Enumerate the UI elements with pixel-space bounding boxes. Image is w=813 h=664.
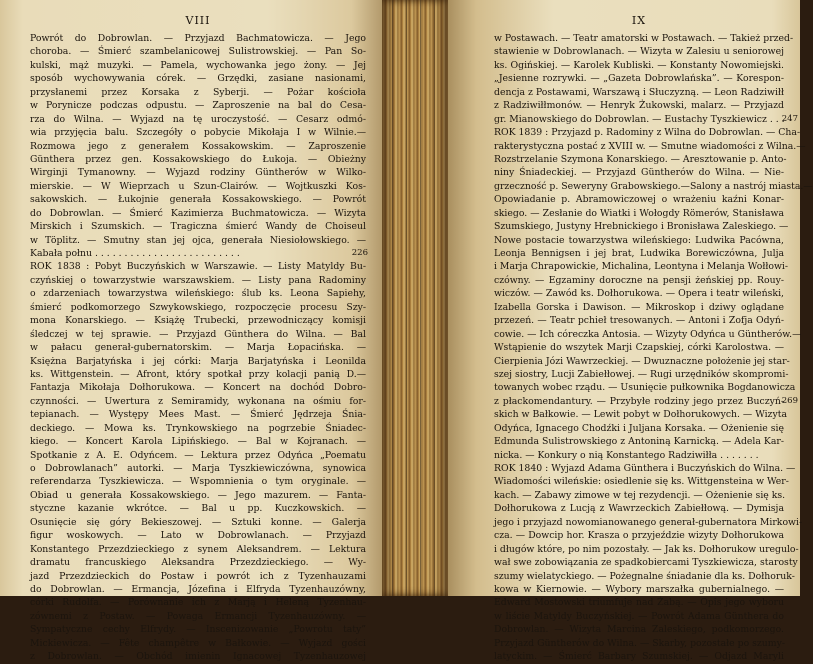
left-text-line: z Dobrowlan. — Obchód imienin Ignacowej Tyzenhauzowej xyxy=(30,651,366,663)
right-text-line: skich w Bałkowie. — Lewit pobyt w Dołhorukowych. — Wizyta xyxy=(494,409,787,421)
right-text-line: czówny. — Egzaminy doroczne na pensji żeńskiej pp. Rouy- xyxy=(494,274,784,286)
left-text-line: rza do Wilna. — Wyjazd na tę uroczystość. — Cesarz odmó- xyxy=(30,113,366,125)
right-text-line: skiego. — Zesłanie do Wiatki i Wołogdy Römerów, Stanisława xyxy=(494,207,784,219)
right-page-number: IX xyxy=(631,14,647,27)
right-text-line: Przyjazd Güntherów do Wilna. — Skarby, pozostałe po szumy- xyxy=(494,637,785,649)
left-text-line: sakowskich. — Łukojnie generała Kossakowskiego. — Powrót xyxy=(30,194,366,206)
left-text-line: deckiego. — Mowa ks. Trynkowskiego na pogrzebie Śniadec- xyxy=(30,422,366,434)
right-text-line: Leonja Bennigsen i jej brat, Ludwika Borewiczówna, Julja xyxy=(494,248,784,259)
left-text-line: śledczej w tej sprawie. — Przyjazd Günthera do Wilna. — Bal xyxy=(30,328,366,340)
right-text-line: gr. Mianowskiego do Dobrowlan. — Eustachy Tyszkiewicz . . . 247 xyxy=(494,113,798,125)
left-text-line: sposób wychowywania córek. — Grzędki, zasiane nasionami, xyxy=(30,73,366,85)
right-text-line: wiczów. — Zawód ks. Dołhorukowa. — Opera i teatr wileński, xyxy=(494,288,784,300)
left-text-line: referendarza Tyszkiewicza. — Wspomnienia o tym oryginale. — xyxy=(30,476,366,488)
left-text-line: przysłanemi przez Korsaka z Syberji. — Pożar kościoła xyxy=(30,86,366,98)
left-text-line: córki Rudolfa. — Porównanie ich z Marją i Heleną Tyzenhau- xyxy=(30,597,366,609)
right-text-line: Rozstrzelanie Szymona Konarskiego. — Aresztowanie p. Anto- xyxy=(494,153,787,165)
left-text-line: Spotkanie z A. E. Odyńcem. — Lektura przez Odyńca „Poematu xyxy=(30,449,366,461)
left-text-line: Rozmowa jego z generałem Kossakowskim. — Zaproszenie xyxy=(30,140,366,152)
left-text-line: Wirginji Tymanowny. — Wyjazd rodziny Güntherów w Wilko- xyxy=(30,167,366,179)
right-text-line: Izabella Gorska i Dawison. — Mikroskop i dziwy oglądane xyxy=(494,301,784,313)
right-text-line: stawienie w Dobrowlanach. — Wizyta w Zalesiu u seniorowej xyxy=(494,46,784,58)
right-text-line: cowie. — Ich córeczka Antosia. — Wizyty Odyńca u Güntherów.— xyxy=(494,328,802,340)
left-text-line: Osunięcie się góry Bekieszowej. — Sztuki konne. — Galerja xyxy=(30,516,366,528)
left-text-line: Obiad u generała Kossakowskiego. — Jego mazurem. — Fanta- xyxy=(30,489,366,501)
left-page xyxy=(0,0,382,663)
right-text-line: z Radziwiłłmonów. — Henryk Żukowski, malarz. — Przyjazd xyxy=(494,100,784,112)
left-text-line: w Porynicze podczas odpustu. — Zaproszenie na bal do Cesa- xyxy=(30,100,366,112)
left-text-line: mierskie. — W Wieprzach u Szun-Clairów. — Wojtkuszki Kos- xyxy=(30,180,366,192)
right-text-line: towanych wobec rządu. — Usunięcie pułkownika Bogdanowicza xyxy=(494,382,796,394)
left-text-line: mona Konarskiego. — Książę Trubecki, przewodniczący komisji xyxy=(30,315,366,327)
right-text-line: Wiadomości wileńskie: osiedlenie się ks. Wittgensteina w Wer- xyxy=(494,476,789,488)
right-text-line: grzeczność p. Seweryny Grabowskiego.—Salony a nastrój miasta.— xyxy=(494,180,813,192)
left-text-line: o zdarzeniach towarzystwa wileńskiego: ślub ks. Leona Sapiehy, xyxy=(30,288,366,300)
left-text-line: ks. Wittgenstein. — Afront, który spotkał przy kolacji panią D.— xyxy=(30,368,366,380)
left-text-line: tepianach. — Występy Mees Mast. — Śmierć Jędrzeja Śnia- xyxy=(30,409,366,421)
right-text-line: szumy wielatyckiego. — Pożegnalne śniadanie dla ks. Dołhoruk- xyxy=(494,570,795,582)
right-text-line: kowa w Kiernowie. — Wybory marszałka gubernialnego. — xyxy=(494,583,784,595)
right-text-line: szej siostry, Lucji Zabiełłowej. — Rugi urzędników skompromi- xyxy=(494,368,789,380)
right-text-line: Odyńca, Ignacego Chodźki i Juljana Korsaka. — Ożenienie się xyxy=(494,422,785,434)
right-text-line: Edward Mostowski triumfuje nad Żabą. — Opis jego wyboru xyxy=(494,597,784,609)
left-text-line: Mickiewicza. — Fête champêtre w Bałkowie. — Wyjazd gości xyxy=(30,637,366,649)
left-text-line: Mirskich i Szumskich. — Tragiczna śmierć Wandy de Choiseul xyxy=(30,221,366,233)
left-text-line: choroba. — Śmierć szambelanicowej Sulistrowskiej. — Pan So- xyxy=(30,46,366,58)
left-text-line: jazd Przezdzieckich do Postaw i powrót ich z Tyzenhauzami xyxy=(30,570,366,582)
left-text-line: czynności. — Uwertura z Semiramidy, wykonana na ośmiu for- xyxy=(30,395,366,407)
left-text-line: Sympatyczne cechy Elfrydy. — Inscenizowanie „Powrotu taty” xyxy=(30,624,366,636)
left-text-line: Księżna Barjatyńska i jej córki: Marja Barjatyńska i Leonilda xyxy=(30,355,366,367)
right-text-line: ROK 1839 : Przyjazd p. Radominy z Wilna do Dobrowlan. — Cha- xyxy=(494,127,801,139)
right-text-line: Dołhorukowa z Lucją z Wawrzeckich Zabiełłową. — Dymisja xyxy=(494,503,784,515)
left-text-line: czyńskiej o towarzystwie warszawskiem. — Listy pana Radominy xyxy=(30,274,366,286)
left-text-line: dramatu francuskiego Aleksandra Przezdzieckiego. — Wy- xyxy=(30,557,366,569)
right-text-line: z płackomendantury. — Przybyłe rodziny jego przez Buczyń- 269 xyxy=(494,395,798,407)
right-text-line: Dobrowlan. — Wizyta Marcina Zaleskiego, podkomorzego. xyxy=(494,624,784,636)
right-text-line: Szumskiego, Justyny Hrebnickiego i Bronisława Zaleskiego. — xyxy=(494,221,789,233)
right-text-line: Wstąpienie do wszytek Marji Czapskiej, córki Karolostwa. — xyxy=(494,342,784,354)
right-page-reference: 247 xyxy=(781,113,798,124)
right-text-line: Opowiadanie p. Abramowiczowej o wrażeniu kaźni Konar- xyxy=(494,194,784,206)
left-text-line: Konstantego Przezdzieckiego z synem Aleksandrem. — Lektura xyxy=(30,543,366,555)
book-gutter xyxy=(382,0,448,596)
left-text-line: do Dobrowlan. — Ermancja, Józefina i Elfryda Tyzenhauzówny, xyxy=(30,583,366,595)
left-text-line: ROK 1838 : Pobyt Buczyńskich w Warszawie. — Listy Matyldy Bu- xyxy=(30,261,366,273)
left-text-line: śmierć podkomorzego Szwykowskiego, rozpoczęcie procesu Szy- xyxy=(30,301,366,313)
left-text-line: Powrót do Dobrowlan. — Przyjazd Bachmatowicza. — Jego xyxy=(30,33,366,44)
right-text-line: Edmunda Sulistrowskiego z Antoniną Karnicką. — Adela Kar- xyxy=(494,436,784,448)
left-page-number: VIII xyxy=(185,14,211,27)
left-text-line: o Dobrowlanach” autorki. — Marja Tyszkiewiczówna, synowica xyxy=(30,463,366,474)
left-text-line: w pałacu generał-gubernatorskim. — Marja Łopacińska. — xyxy=(30,342,366,354)
left-text-line: do Dobrowlan. — Śmierć Kazimierza Buchmatowicza. — Wizyta xyxy=(30,207,366,219)
right-text-line: dencja z Postawami, Warszawą i Słuczyzną. — Leon Radziwiłł xyxy=(494,86,785,98)
left-page-reference: 226 xyxy=(351,248,368,258)
right-text-line: „Jesienne rozrywki. — „Gazeta Dobrowlańska”. — Korespon- xyxy=(494,73,784,85)
right-page xyxy=(448,0,813,663)
right-text-line: wał swe zobowiązania ze spadkobiercami Tyszkiewicza, starosty xyxy=(494,557,798,569)
right-text-line: w Postawach. — Teatr amatorski w Postawach. — Takież przed- xyxy=(494,33,794,44)
right-text-line: jego i przyjazd nowomianowanego generał-gubernatora Mirkowi- xyxy=(494,516,803,528)
right-text-block xyxy=(494,32,813,664)
left-text-line: zównemi z Postaw. — Powaga Ermancji Tyzenhauzówny. — xyxy=(30,610,366,622)
left-text-line: figur woskowych. — Lato w Dobrowlanach. — Przyjazd xyxy=(30,530,366,542)
left-text-line: Kabała połnu . . . . . . . . . . . . . . . . . . . . . . . . . 226 xyxy=(30,248,368,259)
right-text-line: Nowe postacie towarzystwa wileńskiego: Ludwika Pacówna, xyxy=(494,234,784,246)
left-text-line: kulski, mąż muzyki. — Pamela, wychowanka jego żony. — Jej xyxy=(30,59,366,71)
right-text-line: przezeń. — Teatr pchieł tresowanych. — Antoni i Zofja Odyń- xyxy=(494,315,784,327)
right-text-line: w liście Matyldy Buczyńskiej. — Powrót Adama Günthera do xyxy=(494,610,784,622)
left-text-line: w Töplitz. — Smutny stan jej ojca, generała Niesiołowskiego. — xyxy=(30,234,366,246)
left-text-line: wia przyjęcia balu. Szczegóły o pobycie Mikołaja I w Wilnie.— xyxy=(30,127,366,139)
right-text-line: kach. — Zabawy zimowe w tej rezydencji. — Ożenienie się ks. xyxy=(494,489,786,501)
left-text-line: Günthera przez gen. Kossakowskiego do Łukoja. — Obieżny xyxy=(30,153,366,165)
left-text-line: styczne kazanie wkrótce. — Bal u pp. Kuczkowskich. — xyxy=(30,503,366,515)
right-text-line: latyckim. — Śmierć Barbary Szumskiej. — Odjazd Maryli xyxy=(494,651,784,663)
right-text-line: i Marja Chrapowickie, Michalina, Leontyna i Melanja Wołłowi- xyxy=(494,261,789,273)
left-text-block xyxy=(30,32,366,664)
right-text-line: rakterystyczna postać z XVIII w. — Smutne wiadomości z Wilna.— xyxy=(494,140,806,152)
right-text-line: Cierpienia Józi Wawrzeckiej. — Dwuznaczne położenie jej star- xyxy=(494,355,790,367)
right-text-line: ks. Ogińskiej. — Karolek Kubliski. — Konstanty Nowomiejski. xyxy=(494,59,784,71)
left-text-line: Fantazja Mikołaja Dołhorukowa. — Koncert na dochód Dobro- xyxy=(30,382,366,394)
right-text-line: niny Śniadeckiej. — Przyjazd Güntherów do Wilna. — Nie- xyxy=(494,167,784,179)
right-page-reference: 269 xyxy=(781,395,798,406)
left-text-line: kiego. — Koncert Karola Lipińskiego. — Bal w Kojranach. — xyxy=(30,436,366,448)
right-text-line: ROK 1840 : Wyjazd Adama Günthera i Buczyńskich do Wilna. — xyxy=(494,463,796,474)
right-text-line: nicka. — Konkury o nią Konstantego Radziwiłła . . . . . . . xyxy=(494,449,759,461)
right-text-line: cza. — Dowcip hor. Krasza o przyjeździe wizyty Dołhorukowa xyxy=(494,530,784,542)
right-text-line: i długów które, po nim pozostały. — Jak ks. Dołhorukow uregulo- xyxy=(494,543,799,555)
